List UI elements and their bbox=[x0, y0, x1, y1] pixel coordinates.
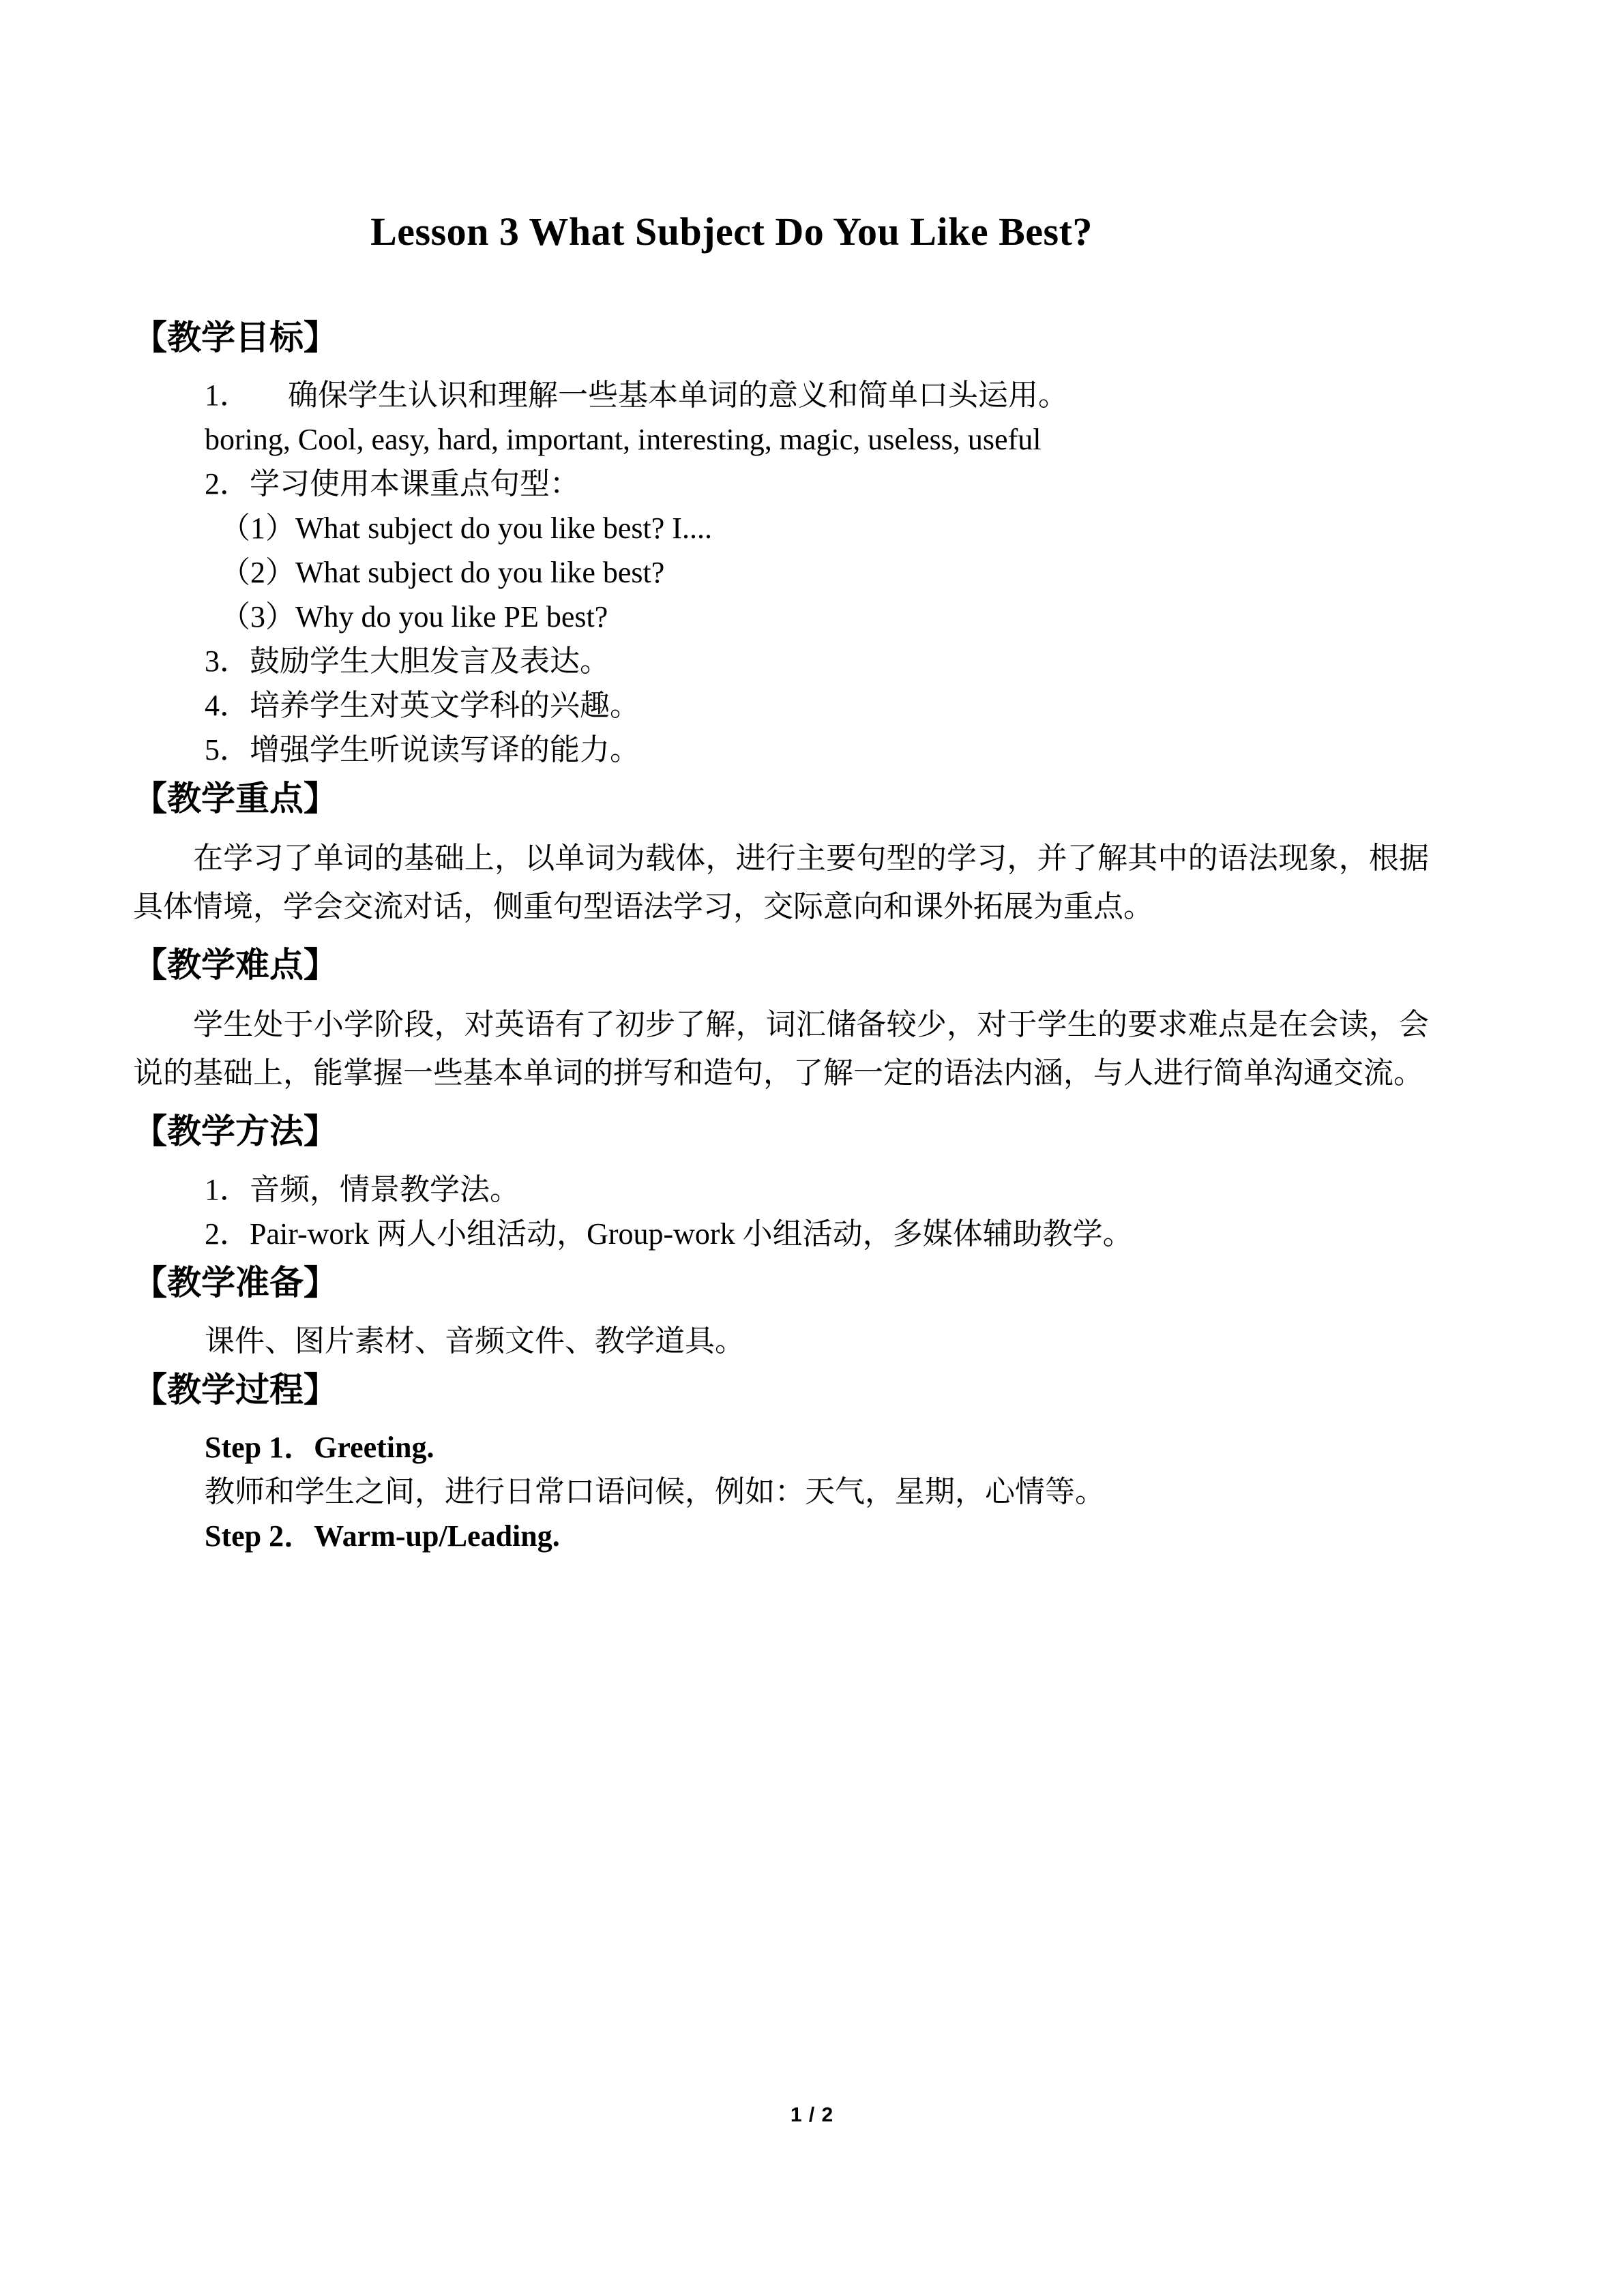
objective-item-1-number: 1． bbox=[205, 378, 250, 413]
section-heading-objectives: 【教学目标】 bbox=[133, 318, 338, 357]
spacer bbox=[133, 931, 1429, 946]
procedure-step-2-title: Step 2．Warm-up/Leading. bbox=[205, 1519, 560, 1553]
objective-item-2: 2．学习使用本课重点句型： bbox=[205, 467, 580, 501]
spacer bbox=[133, 1303, 1429, 1324]
spacer bbox=[133, 413, 1429, 422]
spacer bbox=[133, 985, 1429, 1000]
section-heading-difficulties: 【教学难点】 bbox=[133, 946, 338, 985]
spacer bbox=[133, 634, 1429, 644]
objective-sentence-1: （1）What subject do you like best? I.... bbox=[220, 511, 712, 546]
section-heading-preparation: 【教学准备】 bbox=[133, 1264, 338, 1302]
objective-item-4: 4．培养学生对英文学科的兴趣。 bbox=[205, 689, 640, 723]
spacer bbox=[133, 767, 1429, 779]
spacer bbox=[133, 1097, 1429, 1112]
objective-item-3: 3．鼓励学生大胆发言及表达。 bbox=[205, 644, 610, 679]
spacer bbox=[133, 679, 1429, 688]
spacer bbox=[133, 723, 1429, 732]
spacer bbox=[133, 590, 1429, 599]
section-heading-key-points: 【教学重点】 bbox=[133, 779, 338, 818]
objective-item-5: 5．增强学生听说读写译的能力。 bbox=[205, 733, 640, 767]
objective-vocabulary-list: boring, Cool, easy, hard, important, interesting, magic, useless, useful bbox=[205, 423, 1042, 457]
section-heading-procedure: 【教学过程】 bbox=[133, 1370, 338, 1409]
spacer bbox=[133, 819, 1429, 834]
section-heading-methods: 【教学方法】 bbox=[133, 1112, 338, 1151]
document-body bbox=[133, 0, 1429, 1553]
spacer bbox=[133, 546, 1429, 555]
procedure-step-1-title: Step 1．Greeting. bbox=[205, 1431, 434, 1465]
objective-item-1 bbox=[133, 378, 1429, 413]
page-title: Lesson 3 What Subject Do You Like Best? bbox=[370, 209, 1093, 254]
methods-item-1: 1．音频，情景教学法。 bbox=[205, 1172, 520, 1206]
preparation-body: 课件、图片素材、音频文件、教学道具。 bbox=[205, 1324, 745, 1358]
difficulties-body: 学生处于小学阶段，对英语有了初步了解，词汇储备较少，对于学生的要求难点是在会读，会说的基础上，能掌握一些基本单词的拼写和造句，了解一定的语法内涵，与人进行简单沟通交流。 bbox=[133, 1007, 1429, 1090]
spacer bbox=[133, 1207, 1429, 1217]
spacer bbox=[133, 1251, 1429, 1264]
methods-item-2: 2．Pair-work 两人小组活动，Group-work 小组活动，多媒体辅助教学。 bbox=[205, 1217, 1133, 1251]
spacer bbox=[133, 256, 1429, 318]
key-points-body: 在学习了单词的基础上，以单词为载体，进行主要句型的学习，并了解其中的语法现象，根据具体情境，学会交流对话，侧重句型语法学习，交际意向和课外拓展为重点。 bbox=[133, 841, 1429, 924]
spacer bbox=[133, 1509, 1429, 1519]
spacer bbox=[133, 1152, 1429, 1172]
objective-sentence-3: （3）Why do you like PE best? bbox=[220, 600, 608, 634]
spacer bbox=[133, 1358, 1429, 1371]
spacer bbox=[133, 1465, 1429, 1474]
spacer bbox=[133, 501, 1429, 511]
procedure-step-1-body: 教师和学生之间，进行日常口语问候，例如：天气，星期，心情等。 bbox=[205, 1475, 1105, 1509]
spacer bbox=[133, 457, 1429, 466]
objective-sentence-2: （2）What subject do you like best? bbox=[220, 556, 665, 590]
objective-item-1-text: 确保学生认识和理解一些基本单词的意义和简单口头运用。 bbox=[288, 378, 1068, 413]
page-number-footer: 1 / 2 bbox=[790, 2104, 834, 2126]
spacer bbox=[133, 357, 1429, 378]
spacer bbox=[133, 1410, 1429, 1430]
